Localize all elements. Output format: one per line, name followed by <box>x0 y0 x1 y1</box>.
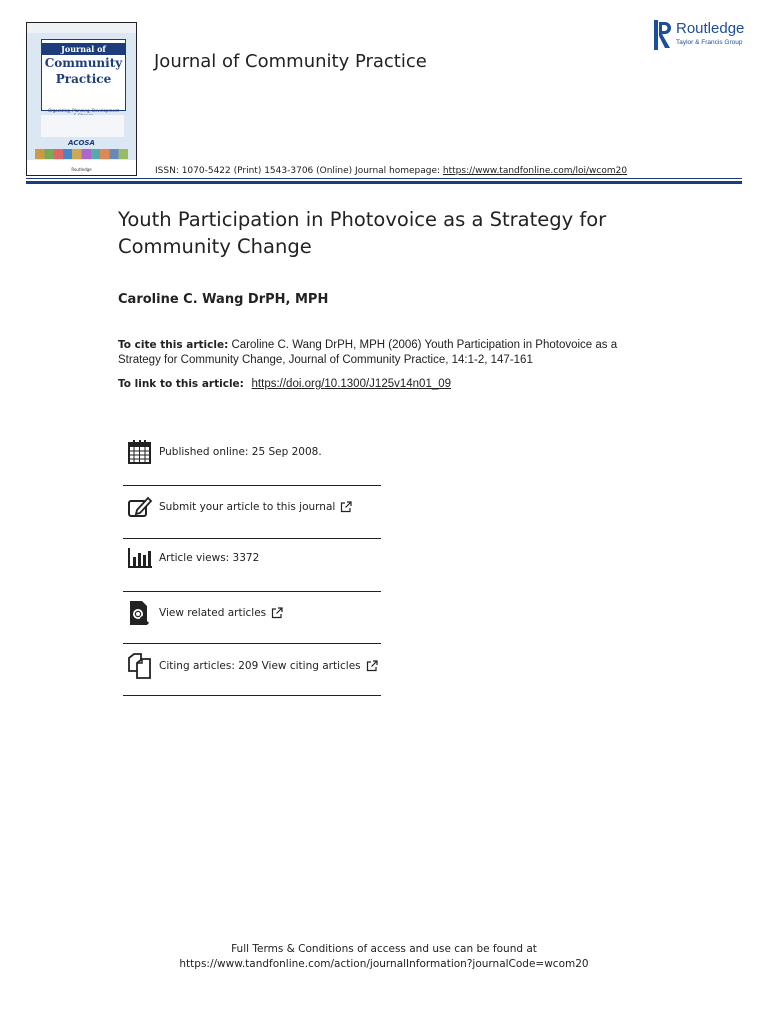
routledge-logo-icon <box>654 20 672 50</box>
terms-footer <box>0 942 768 972</box>
cover-title-band <box>41 39 126 111</box>
divider <box>123 695 381 696</box>
journal-name: Journal of Community Practice <box>154 51 427 72</box>
cite-text: Caroline C. Wang DrPH, MPH (2006) Youth Participation in Photovoice as a Strategy for Community Change, Journal of Community Practice, 14:1-2, 147-161 <box>118 339 618 366</box>
view-related-label: View related articles <box>159 607 267 619</box>
cover-title-line1: Journal of <box>42 43 125 55</box>
cover-illustration <box>35 149 128 159</box>
citing-articles-label: Citing articles: 209 View citing articles <box>159 660 361 672</box>
cover-subtitle: Organizing, Planning, Development <box>48 108 119 113</box>
view-related-articles-link[interactable] <box>123 587 381 639</box>
document-search-icon <box>127 600 153 626</box>
submit-article-link[interactable] <box>123 481 381 533</box>
link-label: To link to this article: <box>118 378 248 390</box>
header-rule-thin <box>26 178 742 179</box>
cite-label: To cite this article: <box>118 339 229 351</box>
header-rule <box>26 181 742 184</box>
external-link-icon <box>366 660 378 672</box>
cover-footer <box>27 160 136 175</box>
article-views-row <box>123 532 381 584</box>
issn-line <box>155 166 627 176</box>
external-link-icon <box>271 607 283 619</box>
journal-homepage-link[interactable]: https://www.tandfonline.com/loi/wcom20 <box>442 166 628 176</box>
cover-title-line2: Community <box>44 56 123 70</box>
citing-articles-icon <box>127 653 153 679</box>
journal-cover-image <box>26 22 137 176</box>
article-link-line <box>118 378 451 390</box>
citation-block <box>118 338 658 368</box>
publisher-logo-wordmark: Routledge <box>676 20 745 37</box>
published-row <box>123 426 381 478</box>
cover-badge: ACOSA <box>68 139 95 147</box>
cover-publisher: Routledge <box>71 167 92 172</box>
submit-article-label: Submit your article to this journal <box>159 501 336 513</box>
external-link-icon <box>340 501 352 513</box>
terms-url[interactable]: https://www.tandfonline.com/action/journalInformation?journalCode=wcom20 <box>179 958 589 970</box>
cover-top-band <box>27 23 136 33</box>
view-citing-articles-link[interactable] <box>123 640 381 692</box>
article-author: Caroline C. Wang DrPH, MPH <box>118 292 329 307</box>
edit-icon <box>127 494 153 520</box>
article-title: Youth Participation in Photovoice as a Strategy for Community Change <box>118 208 607 258</box>
doi-link[interactable]: https://doi.org/10.1300/J125v14n01_09 <box>251 378 452 390</box>
cover-title-line3: Practice <box>55 72 112 86</box>
publisher-logo-tagline: Taylor & Francis Group <box>676 39 743 46</box>
terms-line: Full Terms & Conditions of access and use can be found at <box>231 943 537 955</box>
published-date: Published online: 25 Sep 2008. <box>159 446 322 458</box>
calendar-icon <box>127 439 153 465</box>
bar-chart-icon <box>127 545 153 571</box>
issn-text: ISSN: 1070-5422 (Print) 1543-3706 (Online) Journal homepage: <box>155 166 443 176</box>
article-views: Article views: 3372 <box>159 552 260 564</box>
cover-sponsor-area <box>41 115 124 137</box>
